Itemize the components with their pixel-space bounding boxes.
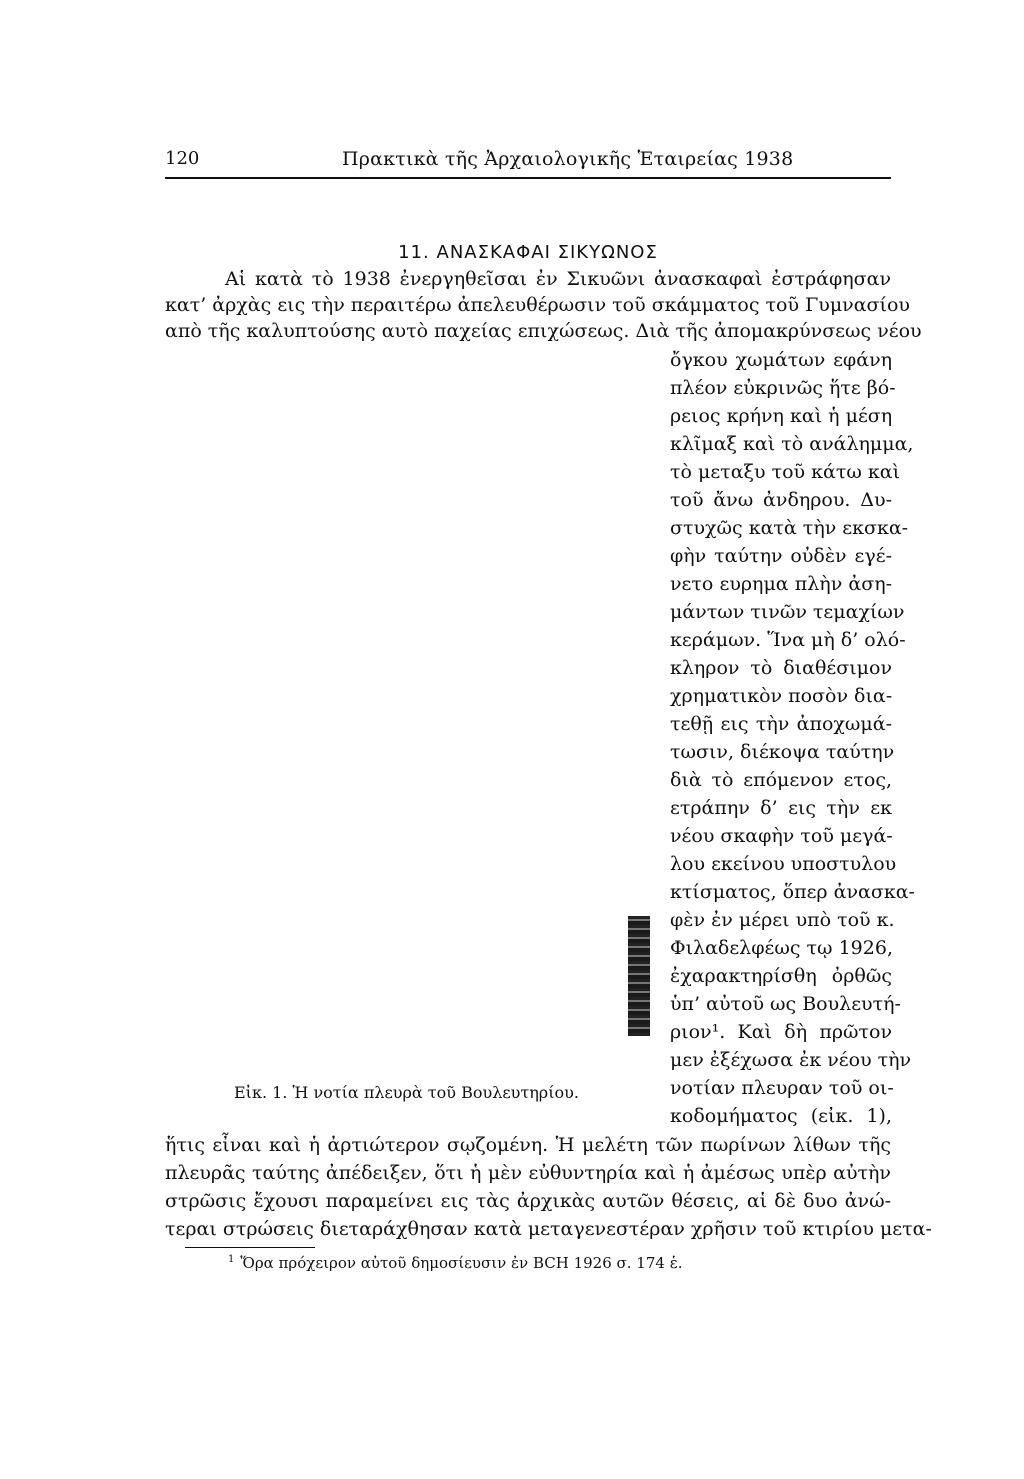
- page-number: 120: [165, 148, 200, 169]
- column-line: μεν ἐξέχωσα ἐκ νέου τὴν: [670, 1049, 912, 1071]
- column-line: κοδομήματος (εἰκ. 1),: [670, 1105, 892, 1127]
- column-line: φὴν ταύτην οὐδὲν εγέ-: [670, 545, 892, 567]
- column-line: νέου σκαφὴν τοῦ μεγά-: [670, 825, 893, 847]
- column-line: Φιλαδελφέως τῳ 1926,: [670, 937, 893, 959]
- column-line: κτίσματος, ὅπερ ἀνασκα-: [670, 881, 915, 903]
- body-line: Αἱ κατὰ τὸ 1938 ἐνεργηθεῖσαι ἐν Σικυῶνι ἀνασκαφαὶ ἐστράφησαν: [225, 268, 891, 290]
- footnote-text: Ὅρα πρόχειρον αὐτοῦ δημοσίευσιν ἐν BCH 1926 σ. 174 ἑ.: [240, 1254, 683, 1272]
- column-line: στυχῶς κατὰ τὴν εκσκα-: [670, 517, 909, 539]
- figure-image-edge: [628, 916, 650, 1036]
- section-title: 11. ΑΝΑΣΚΑΦΑΙ ΣΙΚΥΩΝΟΣ: [398, 242, 658, 263]
- column-line: κλῖμαξ καὶ τὸ ανάλημμα,: [670, 433, 914, 455]
- footnote-rule: [185, 1247, 315, 1248]
- footnote-marker: 1: [228, 1254, 235, 1265]
- column-line: μάντων τινῶν τεμαχίων: [670, 601, 905, 623]
- column-line: φὲν ἐν μέρει υπὸ τοῦ κ.: [670, 909, 895, 931]
- body-line: κατ’ ἀρχὰς εις τὴν περαιτέρω ἀπελευθέρωσιν τοῦ σκάμματος τοῦ Γυμνασίου: [165, 294, 910, 316]
- column-line: πλέον εὐκρινῶς ἥτε βό-: [670, 377, 896, 399]
- header-rule: [165, 177, 891, 179]
- column-line: ετράπην δ’ εις τὴν εκ: [670, 797, 892, 819]
- column-line: ριον¹. Καὶ δὴ πρῶτον: [670, 1021, 892, 1043]
- column-line: κεράμων. Ἵνα μὴ δ’ ολό-: [670, 629, 906, 651]
- column-line: λου εκείνου υποστυλου: [670, 853, 897, 875]
- column-line: ὑπ’ αὐτοῦ ως Βουλευτή-: [670, 993, 901, 1015]
- figure-caption: Εἰκ. 1. Ἡ νοτία πλευρὰ τοῦ Βουλευτηρίου.: [234, 1083, 579, 1102]
- body-line: τεραι στρώσεις διεταράχθησαν κατὰ μεταγενεστέραν χρῆσιν τοῦ κτιρίου μετα-: [165, 1218, 932, 1240]
- column-line: κληρον τὸ διαθέσιμον: [670, 657, 892, 679]
- column-line: διὰ τὸ επόμενον ετος,: [670, 769, 892, 791]
- column-line: τεθῇ εις τὴν ἀποχωμά-: [670, 713, 892, 735]
- body-line: στρῶσις ἔχουσι παραμείνει εις τὰς ἀρχικὰς αυτῶν θέσεις, αἱ δὲ δυο ἀνώ-: [165, 1190, 891, 1212]
- footnote: [228, 1254, 683, 1272]
- column-line: νοτίαν πλευραν τοῦ οι-: [670, 1077, 894, 1099]
- column-line: τωσιν, διέκοψα ταύτην: [670, 741, 895, 763]
- body-line: πλευρᾶς ταύτης ἀπέδειξεν, ὅτι ἡ μὲν εὐθυντηρία καὶ ἡ ἀμέσως υπὲρ αὐτὴν: [165, 1162, 891, 1184]
- column-line: ἐχαρακτηρίσθη ὀρθῶς: [670, 965, 892, 987]
- column-line: τοῦ ἄνω ἀνδηρου. Δυ-: [670, 489, 892, 511]
- column-line: ρειος κρήνη καὶ ἡ μέση: [670, 405, 893, 427]
- column-line: νετο ευρημα πλὴν ἀση-: [670, 573, 892, 595]
- body-line: απὸ τῆς καλυπτούσης αυτὸ παχείας επιχώσεως. Διὰ τῆς ἀπομακρύνσεως νέου: [165, 320, 922, 342]
- column-line: χρηματικὸν ποσὸν δια-: [670, 685, 893, 707]
- running-title: Πρακτικὰ τῆς Ἀρχαιολογικῆς Ἑταιρείας 1938: [342, 148, 794, 170]
- body-line: ἥτις εἶναι καὶ ἡ ἀρτιώτερον σῳζομένη. Ἡ μελέτη τῶν πωρίνων λίθων τῆς: [165, 1134, 891, 1156]
- column-line: τὸ μεταξυ τοῦ κάτω καὶ: [670, 461, 901, 483]
- column-line: ὄγκου χωμάτων εφάνη: [670, 349, 892, 371]
